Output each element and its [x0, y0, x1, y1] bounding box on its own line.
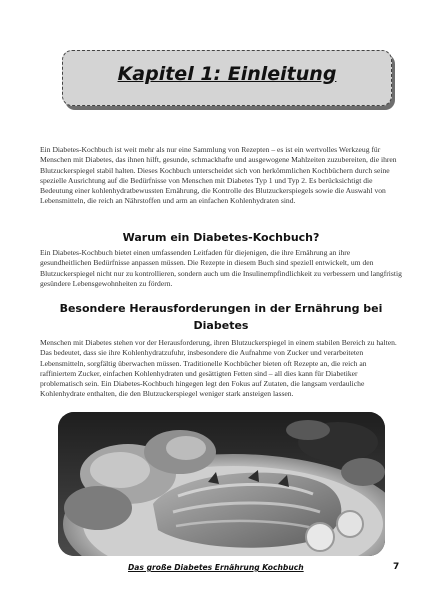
- footer-book-title: Das große Diabetes Ernährung Kochbuch: [128, 563, 304, 572]
- section-paragraph-challenges: Menschen mit Diabetes stehen vor der Herausforderung, ihren Blutzuckerspiegel in einem stabilen Bereich zu halten. Das bedeutet, dass sie ihre Kohlenhydratzufuhr, insbesondere die Aufnahme von Zucker und verarbeiteten Lebensmitteln, sorgfältig überwachen müssen. Traditionelle Kochbücher bieten oft Rezepte an, die reich an raffiniertem Zucker, einfachen Kohlenhydraten und gesättigten Fetten sind – all dies kann für Diabetiker problematisch sein. Ein Diabetes-Kochbuch hingegen legt den Fokus auf Zutaten, die langsam verdauliche Kohlenhydrate enthalten, die den Blutzuckerspiegel weniger stark ansteigen lassen.: [40, 338, 397, 399]
- page-number: 7: [393, 562, 400, 572]
- section-heading-challenges: Besondere Herausforderungen in der Ernährung bei Diabetes: [59, 302, 383, 332]
- section-heading-why: Warum ein Diabetes-Kochbuch?: [122, 231, 320, 244]
- salmon-dish-photo: [58, 412, 385, 556]
- chapter-title: Kapitel 1: Einleitung: [117, 63, 337, 85]
- chapter-title-box: [62, 50, 392, 106]
- section-paragraph-why: Ein Diabetes-Kochbuch bietet einen umfassenden Leitfaden für diejenigen, die ihre Ernährung an ihre gesundheitlichen Bedürfnisse anpassen müssen. Die Rezepte in diesem Buch sind speziell entwickelt, um den Blutzuckerspiegel nicht nur zu kontrollieren, sondern auch um die Insulinempfindlichkeit zu verbessern und langfristig gesündere Lebensgewohnheiten zu fördern.: [40, 248, 402, 288]
- intro-paragraph: Ein Diabetes-Kochbuch ist weit mehr als nur eine Sammlung von Rezepten – es ist ein wertvolles Werkzeug für Menschen mit Diabetes, das ihnen hilft, gesunde, schmackhafte und ausgewogene Mahlzeiten zuzubereiten, die ihren Blutzuckerspiegel stabil halten. Dieses Kochbuch unterscheidet sich von herkömmlichen Kochbüchern durch seine spezielle Ausrichtung auf die Bedürfnisse von Menschen mit Diabetes Typ 1 und Typ 2. Es berücksichtigt die Bedeutung einer kohlenhydratbewussten Ernährung, die Kontrolle des Blutzuckerspiegels sowie die Auswahl von Lebensmitteln, die reich an Nährstoffen und arm an einfachen Kohlenhydraten sind.: [40, 145, 397, 206]
